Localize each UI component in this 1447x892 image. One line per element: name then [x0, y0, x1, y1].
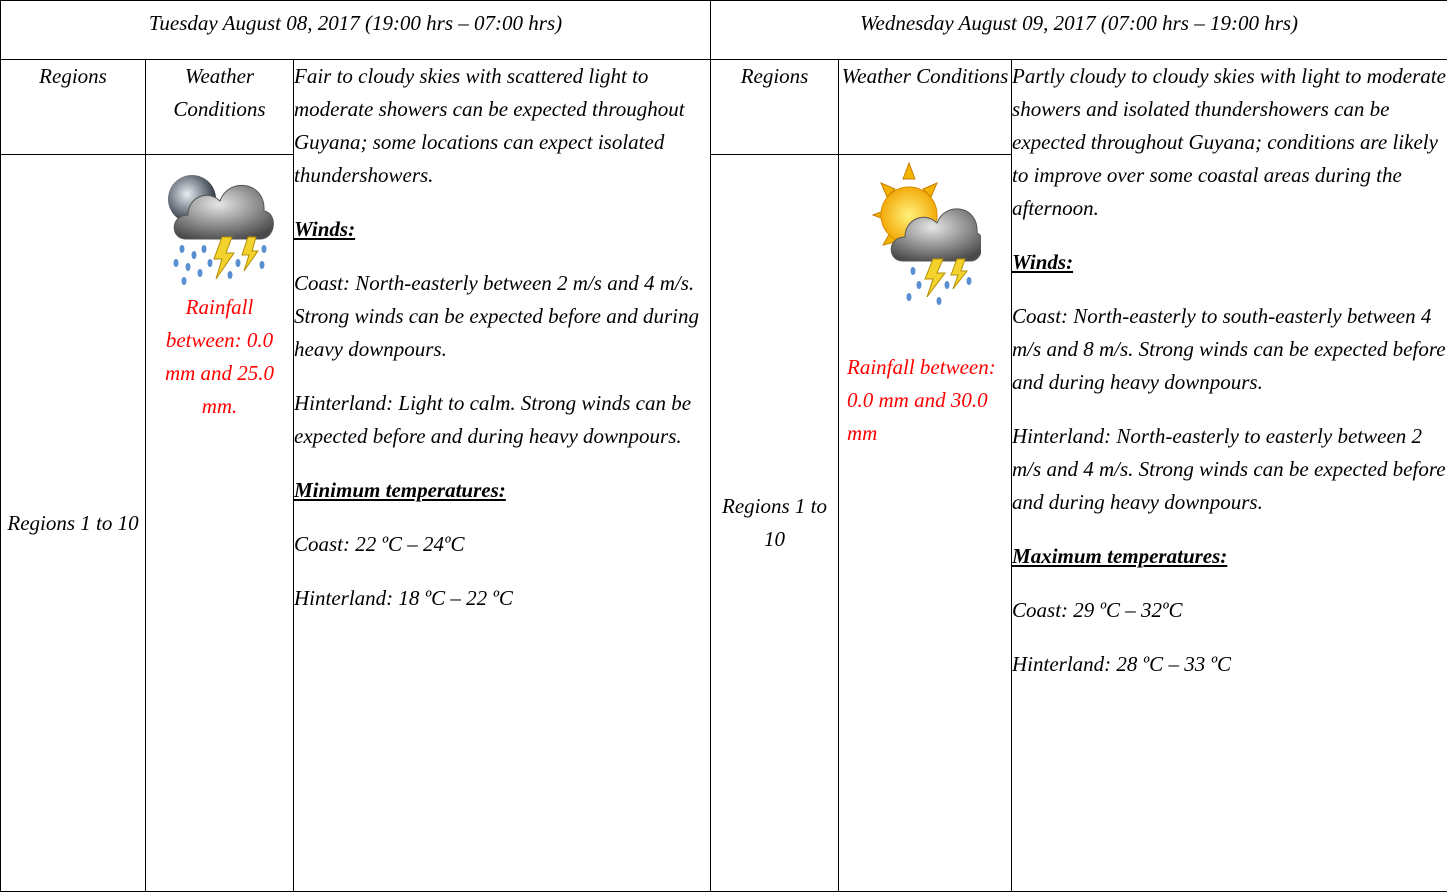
day2-winds-hinterland: Hinterland: North-easterly to easterly between 2 m/s and 4 m/s. Strong winds can be expected before and during heavy downpours.: [1012, 424, 1446, 514]
day2-regions-value: [711, 155, 839, 892]
day1-temp-heading: Minimum temperatures:: [294, 478, 506, 502]
day1-summary: Fair to cloudy skies with scattered light to moderate showers can be expected throughout Guyana; some locations can expect isolated thundershowers.: [294, 64, 685, 187]
day2-date-label: Wednesday August 09, 2017 (07:00 hrs – 19:00 hrs): [859, 11, 1299, 35]
day1-regions-value: [1, 155, 146, 892]
day2-weather-header-label: Weather Conditions: [841, 64, 1009, 88]
day2-temp-heading: Maximum temperatures:: [1012, 544, 1228, 568]
day2-winds-heading: Winds:: [1012, 250, 1074, 274]
day2-regions-header: Regions: [711, 60, 839, 155]
day2-weather-cell: [839, 155, 1012, 892]
day2-temp-hinterland: Hinterland: 28 ºC – 33 ºC: [1012, 652, 1231, 676]
day1-temp-hinterland: Hinterland: 18 ºC – 22 ºC: [294, 586, 513, 610]
day1-rainfall: Rainfall between: 0.0 mm and 25.0 mm.: [164, 295, 275, 418]
day1-date-label: Tuesday August 08, 2017 (19:00 hrs – 07:00 hrs): [148, 11, 563, 35]
day1-description: [294, 60, 711, 892]
day1-temp-coast: Coast: 22 ºC – 24ºC: [294, 532, 465, 556]
day2-description: [1012, 60, 1447, 892]
day1-weather-cell: [146, 155, 294, 892]
day1-date-header: [1, 1, 711, 60]
sun-cloud-rain-thunder-icon: [869, 161, 981, 311]
day2-regions-label: Regions 1 to 10: [722, 494, 828, 551]
day2-rainfall: Rainfall between: 0.0 mm and 30.0 mm: [847, 355, 996, 445]
day2-winds-coast: Coast: North-easterly to south-easterly between 4 m/s and 8 m/s. Strong winds can be expected before and during heavy downpours.: [1012, 304, 1446, 394]
day1-winds-coast: Coast: North-easterly between 2 m/s and 4 m/s. Strong winds can be expected before and during heavy downpours.: [294, 271, 699, 361]
day1-winds-hinterland: Hinterland: Light to calm. Strong winds can be expected before and during heavy downpours.: [294, 391, 692, 448]
day1-winds-heading: Winds:: [294, 217, 356, 241]
day2-temp-coast: Coast: 29 ºC – 32ºC: [1012, 598, 1183, 622]
day1-regions-header: Regions: [1, 60, 146, 155]
day2-weather-header: [839, 60, 1012, 155]
day1-regions-label: Regions 1 to 10: [7, 510, 139, 535]
day1-weather-header-label: Weather Conditions: [173, 64, 266, 121]
day2-summary: Partly cloudy to cloudy skies with light to moderate showers and isolated thundershowers can be expected throughout Guyana; conditions are likely to improve over some coastal areas during the afternoon.: [1012, 64, 1446, 220]
night-cloud-rain-thunder-icon: [164, 163, 276, 291]
day2-date-header: [711, 1, 1447, 60]
day1-weather-header: [146, 60, 294, 155]
